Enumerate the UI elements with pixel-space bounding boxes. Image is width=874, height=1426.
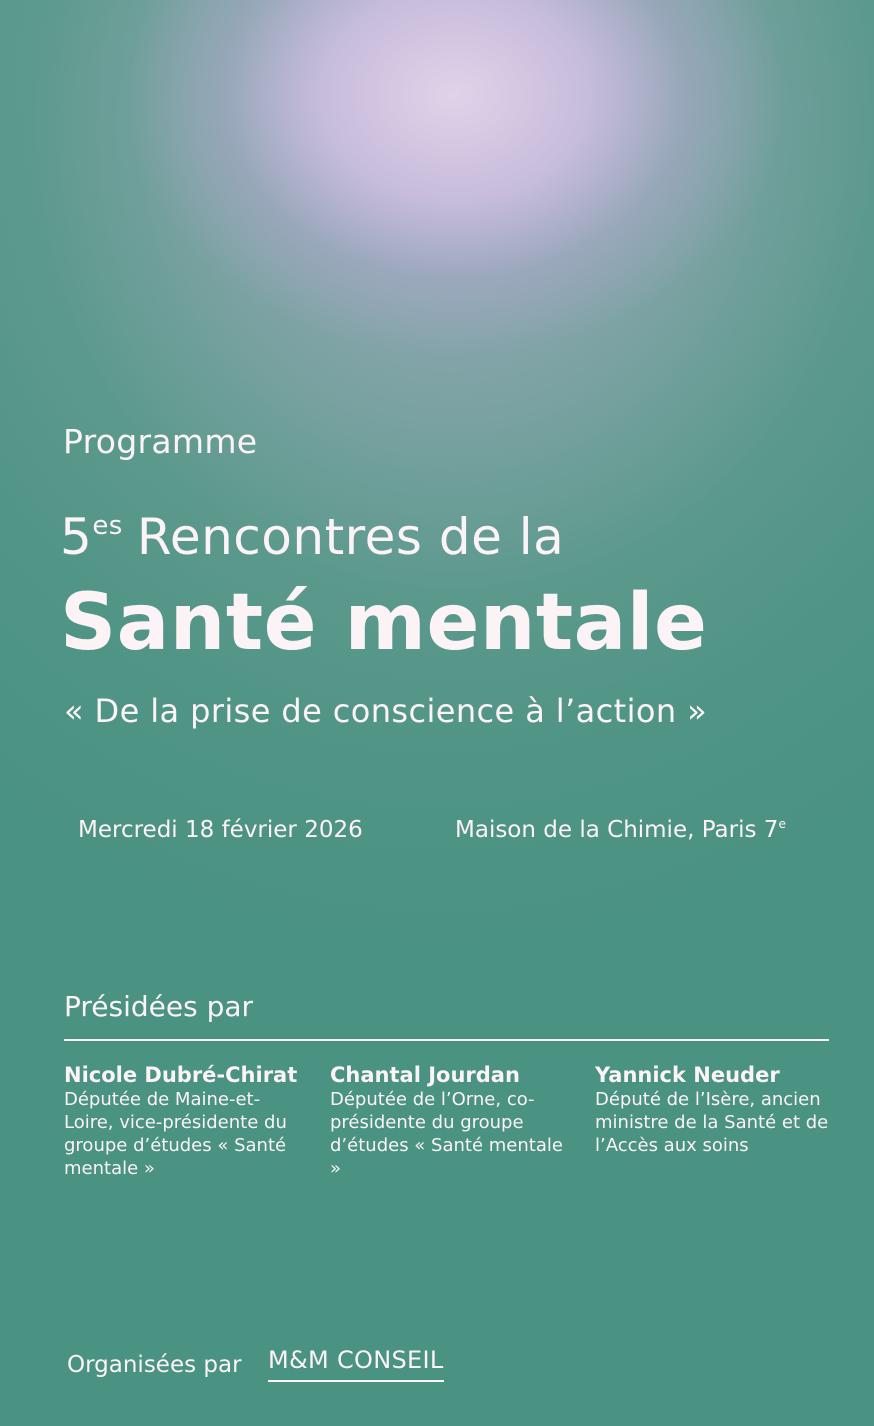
event-title-line2: Santé mentale — [60, 578, 708, 668]
event-date: Mercredi 18 février 2026 — [78, 817, 363, 843]
chair-name: Yannick Neuder — [595, 1063, 780, 1087]
chair-name: Nicole Dubré-Chirat — [64, 1063, 298, 1087]
event-venue — [455, 817, 786, 843]
edition-suffix: es — [92, 511, 123, 541]
chair-description: Députée de l’Orne, co-présidente du groupe d’études « Santé mentale » — [330, 1089, 563, 1179]
chairs-heading: Présidées par — [64, 990, 254, 1023]
event-subtitle: « De la prise de conscience à l’action » — [64, 692, 708, 730]
chair-card — [330, 1062, 570, 1180]
event-title-line1 — [60, 508, 564, 566]
chair-card — [595, 1062, 835, 1157]
organised-by-label: Organisées par — [67, 1352, 242, 1378]
organiser-logo: M&M CONSEIL — [268, 1346, 444, 1382]
chair-card — [64, 1062, 304, 1180]
chair-name: Chantal Jourdan — [330, 1063, 520, 1087]
venue-suffix: e — [778, 817, 786, 831]
document-type-label: Programme — [63, 422, 258, 461]
edition-number: 5 — [60, 508, 93, 566]
title-line1-text: Rencontres de la — [136, 508, 565, 566]
venue-text: Maison de la Chimie, Paris 7 — [455, 817, 779, 843]
chairs-divider — [64, 1039, 829, 1041]
chair-description: Députée de Maine-et-Loire, vice-présidente du groupe d’études « Santé mentale » — [64, 1089, 287, 1179]
chair-description: Député de l’Isère, ancien ministre de la Santé et de l’Accès aux soins — [595, 1089, 829, 1156]
